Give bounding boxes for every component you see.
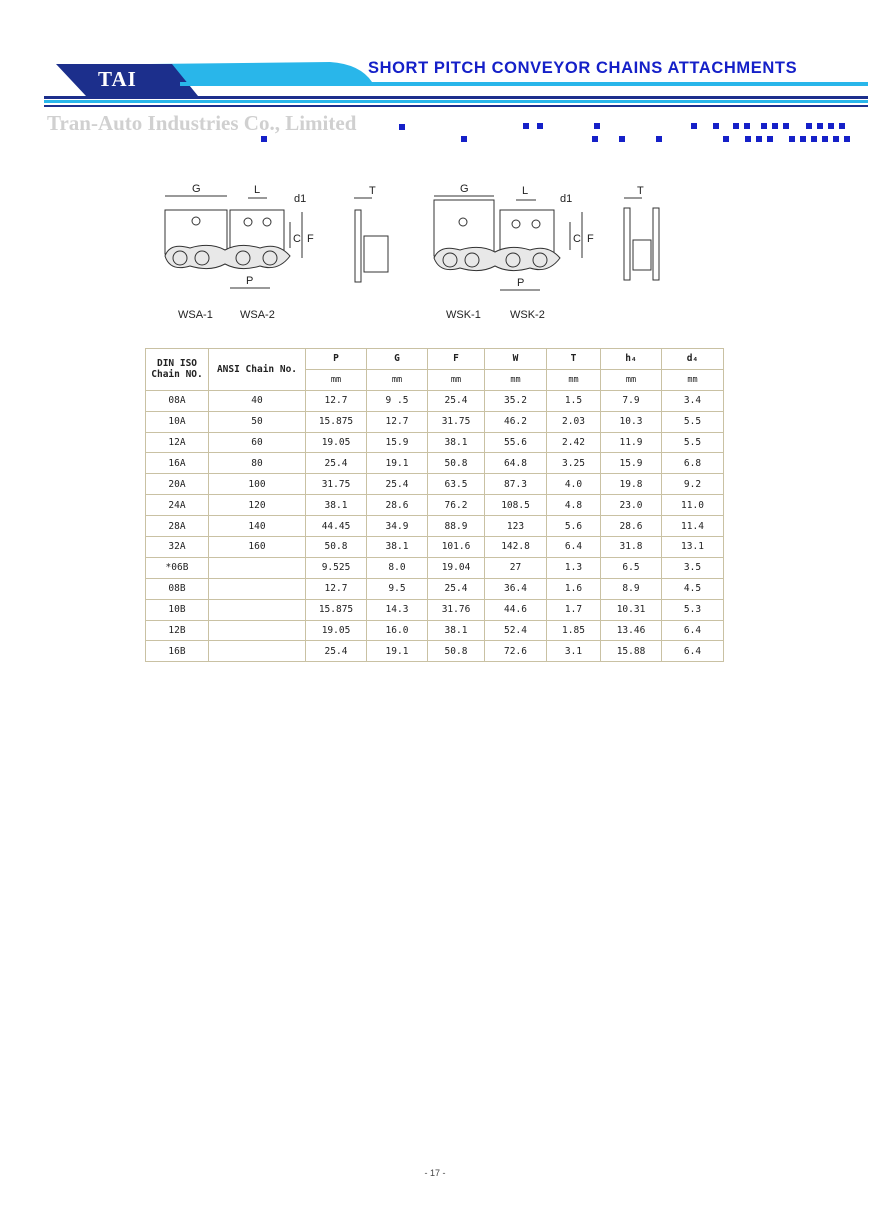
table-cell: 12.7	[306, 578, 367, 599]
table-cell: 15.875	[306, 411, 367, 432]
table-cell: 15.9	[601, 453, 662, 474]
table-cell: 101.6	[428, 537, 485, 558]
table-cell: 6.4	[662, 620, 724, 641]
dim-c: C	[293, 233, 301, 245]
dim-p: P	[246, 275, 254, 287]
table-row	[146, 411, 724, 432]
table-cell: 9.2	[662, 474, 724, 495]
table-cell: 31.75	[428, 411, 485, 432]
table-cell: 19.05	[306, 620, 367, 641]
dim-g: G	[460, 183, 469, 195]
table-row	[146, 516, 724, 537]
table-cell: 5.5	[662, 432, 724, 453]
table-row	[146, 620, 724, 641]
table-cell: 38.1	[367, 537, 428, 558]
wsa-hole	[244, 218, 252, 226]
table-cell: 44.45	[306, 516, 367, 537]
table-cell: 123	[485, 516, 547, 537]
table-cell: 35.2	[485, 390, 547, 411]
wsa-side-plate	[355, 210, 361, 282]
table-cell: 9.5	[367, 578, 428, 599]
dim-d1: d1	[560, 193, 573, 205]
dim-t: T	[637, 185, 644, 197]
table-cell: 25.4	[306, 453, 367, 474]
dim-f: F	[587, 233, 594, 245]
table-cell: 13.1	[662, 537, 724, 558]
table-cell: 3.1	[547, 641, 601, 662]
table-cell: 5.3	[662, 599, 724, 620]
table-cell: 3.25	[547, 453, 601, 474]
table-cell	[209, 557, 306, 578]
col-f: F	[428, 349, 485, 370]
table-cell: 5.6	[547, 516, 601, 537]
table-cell: 88.9	[428, 516, 485, 537]
table-cell: 19.8	[601, 474, 662, 495]
wsk-hole	[459, 218, 467, 226]
table-cell: 160	[209, 537, 306, 558]
table-cell: 40	[209, 390, 306, 411]
page-header	[0, 0, 870, 160]
caption-wsa-1: WSA-1	[178, 309, 213, 321]
header-band-cyan	[44, 100, 868, 103]
table-cell: 15.9	[367, 432, 428, 453]
table-cell: 64.8	[485, 453, 547, 474]
dim-d1: d1	[294, 193, 307, 205]
table-cell: 19.1	[367, 453, 428, 474]
table-cell: 25.4	[428, 578, 485, 599]
table-cell: 6.4	[547, 537, 601, 558]
table-cell: 50	[209, 411, 306, 432]
col-d: d₄	[662, 349, 724, 370]
table-cell: 63.5	[428, 474, 485, 495]
table-cell: 55.6	[485, 432, 547, 453]
table-cell: 34.9	[367, 516, 428, 537]
table-cell: 08B	[146, 578, 209, 599]
table-cell: 1.5	[547, 390, 601, 411]
col-din-iso	[146, 349, 209, 391]
table-cell: 38.1	[306, 495, 367, 516]
table-cell: 4.5	[662, 578, 724, 599]
table-cell: 1.3	[547, 557, 601, 578]
page-number: - 17 -	[424, 1168, 446, 1178]
caption-wsk-2: WSK-2	[510, 309, 545, 321]
table-body	[146, 390, 724, 662]
unit-cell: mm	[662, 369, 724, 390]
table-cell: 142.8	[485, 537, 547, 558]
table-cell: 38.1	[428, 432, 485, 453]
col-g: G	[367, 349, 428, 370]
chain-spec-table	[145, 348, 724, 662]
table-cell: 9 .5	[367, 390, 428, 411]
table-cell: 52.4	[485, 620, 547, 641]
table-cell: 3.5	[662, 557, 724, 578]
table-row	[146, 495, 724, 516]
wsk-hole	[512, 220, 520, 228]
table-cell: 72.6	[485, 641, 547, 662]
unit-cell: mm	[306, 369, 367, 390]
wsk-hole	[532, 220, 540, 228]
table-cell: 19.05	[306, 432, 367, 453]
dim-c: C	[573, 233, 581, 245]
table-header-row	[146, 349, 724, 370]
table-cell	[209, 620, 306, 641]
dim-p: P	[517, 277, 525, 289]
table-cell: 5.5	[662, 411, 724, 432]
table-cell: 50.8	[428, 453, 485, 474]
table-cell: 25.4	[306, 641, 367, 662]
table-cell: 38.1	[428, 620, 485, 641]
col-ansi: ANSI Chain No.	[209, 349, 306, 391]
table-cell: 11.9	[601, 432, 662, 453]
table-cell: 10.3	[601, 411, 662, 432]
table-row	[146, 432, 724, 453]
table-cell	[209, 599, 306, 620]
wsa-hole	[263, 218, 271, 226]
table-row	[146, 453, 724, 474]
wsk-1-plate	[434, 200, 494, 256]
table-cell: 46.2	[485, 411, 547, 432]
table-cell: 120	[209, 495, 306, 516]
header-band-navy	[44, 96, 868, 99]
table-cell: 32A	[146, 537, 209, 558]
table-cell: 6.8	[662, 453, 724, 474]
table-cell: 7.9	[601, 390, 662, 411]
table-row	[146, 474, 724, 495]
table-cell: 108.5	[485, 495, 547, 516]
table-cell: 10.31	[601, 599, 662, 620]
table-cell: 4.8	[547, 495, 601, 516]
col-w: W	[485, 349, 547, 370]
table-cell: 25.4	[428, 390, 485, 411]
table-cell: 8.0	[367, 557, 428, 578]
unit-cell: mm	[547, 369, 601, 390]
table-cell: 31.8	[601, 537, 662, 558]
table-cell: 31.75	[306, 474, 367, 495]
table-cell: 50.8	[306, 537, 367, 558]
table-cell: 2.03	[547, 411, 601, 432]
table-cell: 10A	[146, 411, 209, 432]
col-h: h₄	[601, 349, 662, 370]
header-din-iso: DIN ISO	[156, 358, 198, 370]
table-cell: 12B	[146, 620, 209, 641]
dim-t: T	[369, 185, 376, 197]
unit-cell: mm	[485, 369, 547, 390]
table-cell: 28.6	[601, 516, 662, 537]
attachment-diagrams	[150, 178, 710, 328]
table-cell: 19.04	[428, 557, 485, 578]
table-cell: 23.0	[601, 495, 662, 516]
table-row	[146, 641, 724, 662]
table-cell: 12A	[146, 432, 209, 453]
table-cell: 10B	[146, 599, 209, 620]
unit-cell: mm	[428, 369, 485, 390]
wsk-side-plate	[653, 208, 659, 280]
table-cell: 8.9	[601, 578, 662, 599]
table-cell: 14.3	[367, 599, 428, 620]
logo-text: TAI	[98, 67, 137, 91]
table-cell: 3.4	[662, 390, 724, 411]
table-row	[146, 390, 724, 411]
header-band-thin	[44, 105, 868, 107]
table-cell: 36.4	[485, 578, 547, 599]
col-t: T	[547, 349, 601, 370]
table-cell: 28.6	[367, 495, 428, 516]
dim-g: G	[192, 183, 201, 195]
table-cell: 6.4	[662, 641, 724, 662]
table-cell: 27	[485, 557, 547, 578]
table-row	[146, 578, 724, 599]
table-cell: 1.6	[547, 578, 601, 599]
table-cell: 20A	[146, 474, 209, 495]
caption-wsk-1: WSK-1	[446, 309, 481, 321]
table-cell: 15.88	[601, 641, 662, 662]
wsa-side-roller	[364, 236, 388, 272]
table-cell: 19.1	[367, 641, 428, 662]
table-cell: 6.5	[601, 557, 662, 578]
table-cell: 24A	[146, 495, 209, 516]
table-cell: 50.8	[428, 641, 485, 662]
page-title: SHORT PITCH CONVEYOR CHAINS ATTACHMENTS	[368, 59, 798, 77]
header-chain-no: Chain NO.	[151, 369, 203, 381]
table-cell: 16.0	[367, 620, 428, 641]
table-cell: 12.7	[306, 390, 367, 411]
table-cell: 80	[209, 453, 306, 474]
dim-f: F	[307, 233, 314, 245]
table-cell: 76.2	[428, 495, 485, 516]
table-cell: 1.85	[547, 620, 601, 641]
header-band-top	[180, 82, 868, 86]
col-p: P	[306, 349, 367, 370]
unit-cell: mm	[367, 369, 428, 390]
table-cell: 100	[209, 474, 306, 495]
table-cell: 15.875	[306, 599, 367, 620]
company-name: Tran-Auto Industries Co., Limited	[47, 111, 357, 135]
table-cell: 2.42	[547, 432, 601, 453]
table-cell: *06B	[146, 557, 209, 578]
table-cell: 16A	[146, 453, 209, 474]
table-cell: 08A	[146, 390, 209, 411]
table-row	[146, 537, 724, 558]
table-cell: 9.525	[306, 557, 367, 578]
wsk-side-roller	[633, 240, 651, 270]
table-cell: 1.7	[547, 599, 601, 620]
table-cell: 87.3	[485, 474, 547, 495]
table-row	[146, 599, 724, 620]
wsk-side-plate	[624, 208, 630, 280]
table-cell: 44.6	[485, 599, 547, 620]
table-cell: 16B	[146, 641, 209, 662]
table-cell: 11.0	[662, 495, 724, 516]
table-row	[146, 557, 724, 578]
wsa-hole	[192, 217, 200, 225]
table-cell: 60	[209, 432, 306, 453]
unit-cell: mm	[601, 369, 662, 390]
table-cell: 4.0	[547, 474, 601, 495]
table-cell: 140	[209, 516, 306, 537]
caption-wsa-2: WSA-2	[240, 309, 275, 321]
table-cell: 13.46	[601, 620, 662, 641]
table-cell	[209, 641, 306, 662]
dim-l: L	[522, 185, 529, 197]
table-cell: 28A	[146, 516, 209, 537]
table-cell	[209, 578, 306, 599]
table-cell: 25.4	[367, 474, 428, 495]
dim-l: L	[254, 184, 261, 196]
table-cell: 31.76	[428, 599, 485, 620]
table-cell: 12.7	[367, 411, 428, 432]
table-cell: 11.4	[662, 516, 724, 537]
